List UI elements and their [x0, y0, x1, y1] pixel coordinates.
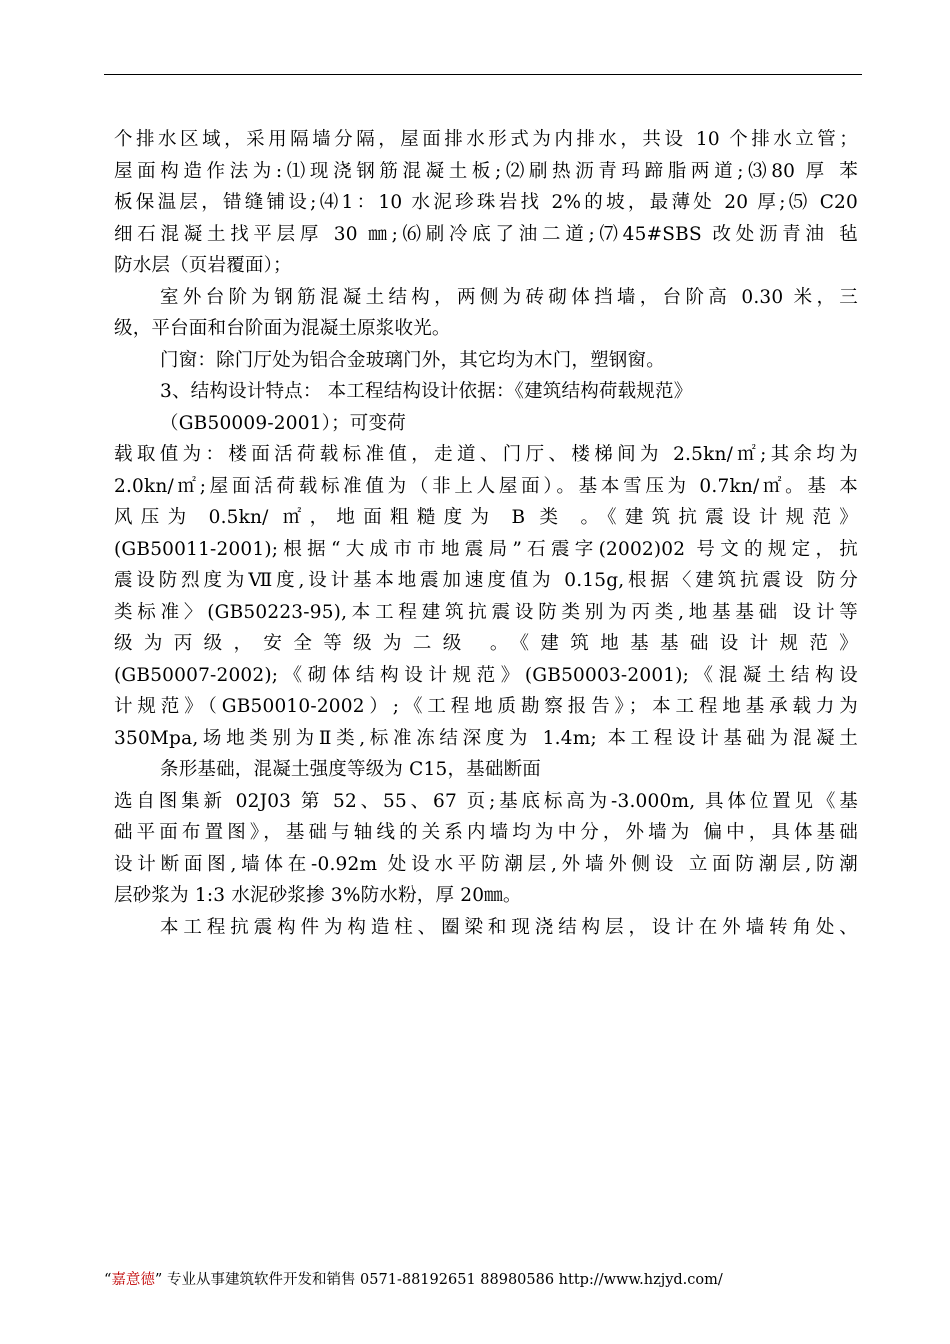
footer-tagline: 专业从事建筑软件开发和销售 0571-88192651 88980586 http://www.hzjyd.com/ [162, 1272, 723, 1288]
text-line: 3、结构设计特点： 本工程结构设计依据：《建筑结构荷载规范》 [160, 381, 693, 402]
text-line: 级，平台面和台阶面为混凝土原浆收光。 [114, 318, 451, 339]
text-line: 屋面构造作法为:⑴现浇钢筋混凝土板;⑵刷热沥青玛蹄脂两道;⑶80 厚 苯 [114, 160, 858, 182]
text-line: 设计断面图,墙体在-0.92m 处设水平防潮层,外墙外侧设 立面防潮层,防潮 [114, 853, 858, 875]
text-line: 层砂浆为 1:3 水泥砂浆掺 3%防水粉，厚 20㎜。 [114, 885, 522, 906]
text-line: 震设防烈度为Ⅶ度,设计基本地震加速度值为 0.15g,根据〈建筑抗震设 防分 [114, 570, 858, 591]
text-line: 门窗：除门厅处为铝合金玻璃门外，其它均为木门，塑钢窗。 [160, 349, 665, 371]
page-footer [104, 1268, 723, 1289]
text-line: 础平面布置图》，基础与轴线的关系内墙均为中分，外墙为 偏中，具体基础 [114, 822, 858, 843]
text-line: 类标准〉(GB50223-95),本工程建筑抗震设防类别为丙类,地基基础 设计等 [114, 601, 858, 623]
text-line: 风压为 0.5kn/ ㎡，地面粗糙度为 B 类 。《建筑抗震设计规范》 [114, 507, 858, 528]
text-line: 细石混凝土找平层厚 30 ㎜;⑹刷冷底了油二道;⑺45#SBS 改处沥青油 毡 [114, 223, 858, 245]
header-rule [104, 74, 862, 75]
text-line: 2.0kn/㎡;屋面活荷载标准值为（非上人屋面）。基本雪压为 0.7kn/㎡。基 本 [114, 475, 858, 497]
text-line: 计规范》（GB50010-2002）;《工程地质勘察报告》；本工程地基承载力为 [114, 696, 858, 717]
footer-brand: 嘉意德 [111, 1272, 155, 1288]
text-line: （GB50009-2001）；可变荷 [160, 412, 406, 434]
footer-close-quote: ” [154, 1272, 163, 1288]
text-line: 条形基础，混凝土强度等级为 C15，基础断面 [160, 759, 541, 780]
text-line: 本工程抗震构件为构造柱、圈梁和现浇结构层，设计在外墙转角处、 [160, 916, 858, 938]
text-line: (GB50007-2002);《砌体结构设计规范》(GB50003-2001);《混凝土结构设 [114, 664, 858, 686]
text-line: 载取值为：楼面活荷载标准值，走道、门厅、楼梯间为 2.5kn/㎡;其余均为 [114, 444, 858, 465]
text-line: 室外台阶为钢筋混凝土结构，两侧为砖砌体挡墙，台阶高 0.30 米，三 [160, 286, 858, 308]
text-line: 级为丙级，安全等级为二级 。《建筑地基基础设计规范》 [114, 633, 858, 654]
text-line: (GB50011-2001);根据“大成市市地震局”石震字(2002)02 号文的规定，抗 [114, 538, 858, 560]
text-line: 350Mpa,场地类别为Ⅱ类,标准冻结深度为 1.4m; 本工程设计基础为混凝土 [114, 727, 858, 749]
document-body [114, 124, 858, 943]
text-line: 防水层（页岩覆面）； [114, 255, 292, 276]
text-line: 个排水区域，采用隔墙分隔，屋面排水形式为内排水，共设 10 个排水立管； [114, 129, 858, 150]
text-line: 板保温层，错缝铺设;⑷1：10 水泥珍珠岩找 2%的坡，最薄处 20 厚;⑸ C20 [114, 192, 858, 213]
text-line: 选自图集新 02J03 第 52、55、67 页;基底标高为-3.000m, 具体位置见《基 [114, 790, 858, 812]
footer-open-quote: “ [104, 1272, 112, 1288]
